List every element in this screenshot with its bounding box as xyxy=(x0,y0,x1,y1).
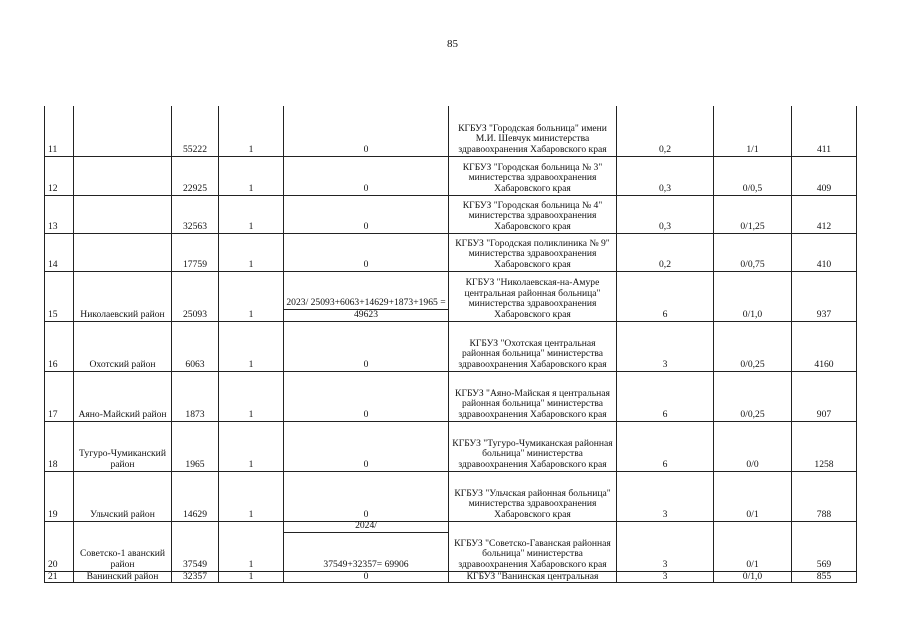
ratio-cell: 0/0,25 xyxy=(714,321,792,371)
table-row xyxy=(45,571,857,583)
ratio-cell: 0/1,0 xyxy=(714,271,792,321)
calc-split-cell xyxy=(284,521,449,571)
code-cell: 569 xyxy=(792,521,857,571)
hospital-cell: КГБУЗ "Аяно-Майская я центральная районная больница" министерства здравоохранения Хабаровского края xyxy=(449,371,617,421)
count-cell: 1 xyxy=(219,106,284,156)
district-cell xyxy=(74,233,172,271)
population-cell: 32357 xyxy=(172,571,219,583)
population-cell: 55222 xyxy=(172,106,219,156)
row-number: 11 xyxy=(45,106,74,156)
calc-year: 2024/ xyxy=(284,522,448,533)
hospital-cell: КГБУЗ "Охотская центральная районная больница" министерства здравоохранения Хабаровского края xyxy=(449,321,617,371)
value-cell: 3 xyxy=(617,521,714,571)
count-cell: 1 xyxy=(219,233,284,271)
table-row xyxy=(45,106,857,156)
code-cell: 412 xyxy=(792,195,857,233)
code-cell: 788 xyxy=(792,471,857,521)
population-cell: 22925 xyxy=(172,156,219,195)
code-cell: 410 xyxy=(792,233,857,271)
calc-split-cell xyxy=(284,271,449,321)
ratio-cell: 0/0,25 xyxy=(714,371,792,421)
page-number: 85 xyxy=(447,38,458,50)
code-cell: 4160 xyxy=(792,321,857,371)
hospital-cell: КГБУЗ "Городская поликлиника № 9" министерства здравоохранения Хабаровского края xyxy=(449,233,617,271)
population-cell: 32563 xyxy=(172,195,219,233)
row-number: 13 xyxy=(45,195,74,233)
calc-cell: 0 xyxy=(284,421,449,471)
hospital-cell: КГБУЗ "Ульчская районная больница" министерства здравоохранения Хабаровского края xyxy=(449,471,617,521)
ratio-cell: 0/1,25 xyxy=(714,195,792,233)
district-cell: Ульчский район xyxy=(74,471,172,521)
hospital-table xyxy=(44,106,857,583)
value-cell: 0,2 xyxy=(617,106,714,156)
hospital-cell: КГБУЗ "Ванинская центральная xyxy=(449,571,617,583)
table-row xyxy=(45,371,857,421)
table-row xyxy=(45,195,857,233)
population-cell: 25093 xyxy=(172,271,219,321)
calc-cell: 0 xyxy=(284,156,449,195)
population-cell: 14629 xyxy=(172,471,219,521)
value-cell: 6 xyxy=(617,421,714,471)
calc-cell: 0 xyxy=(284,571,449,583)
code-cell: 411 xyxy=(792,106,857,156)
value-cell: 3 xyxy=(617,321,714,371)
count-cell: 1 xyxy=(219,195,284,233)
value-cell: 6 xyxy=(617,371,714,421)
count-cell: 1 xyxy=(219,321,284,371)
district-cell: Ванинский район xyxy=(74,571,172,583)
value-cell: 0,3 xyxy=(617,156,714,195)
hospital-cell: КГБУЗ "Советско-Гаванская районная больница" министерства здравоохранения Хабаровского края xyxy=(449,521,617,571)
table-row xyxy=(45,421,857,471)
calc-cell: 0 xyxy=(284,106,449,156)
row-number: 17 xyxy=(45,371,74,421)
row-number: 20 xyxy=(45,521,74,571)
count-cell: 1 xyxy=(219,156,284,195)
row-number: 19 xyxy=(45,471,74,521)
hospital-cell: КГБУЗ "Городская больница № 4" министерства здравоохранения Хабаровского края xyxy=(449,195,617,233)
calc-cell: 0 xyxy=(284,195,449,233)
count-cell: 1 xyxy=(219,421,284,471)
population-cell: 1965 xyxy=(172,421,219,471)
calc-cell: 0 xyxy=(284,471,449,521)
calc-cell: 0 xyxy=(284,321,449,371)
district-cell xyxy=(74,106,172,156)
code-cell: 937 xyxy=(792,271,857,321)
ratio-cell: 0/1 xyxy=(714,521,792,571)
hospital-cell: КГБУЗ "Николаевская-на-Амуре центральная районная больница" министерства здравоохранения Хабаровского края xyxy=(449,271,617,321)
hospital-cell: КГБУЗ "Городская больница" имени М.И. Шевчук министерства здравоохранения Хабаровского края xyxy=(449,106,617,156)
district-cell: Тугуро-Чумиканский район xyxy=(74,421,172,471)
count-cell: 1 xyxy=(219,271,284,321)
district-cell xyxy=(74,156,172,195)
table-row xyxy=(45,271,857,321)
ratio-cell: 0/0,5 xyxy=(714,156,792,195)
calc-total: 49623 xyxy=(354,308,378,320)
row-number: 15 xyxy=(45,271,74,321)
district-cell: Аяно-Майский район xyxy=(74,371,172,421)
population-cell: 1873 xyxy=(172,371,219,421)
value-cell: 3 xyxy=(617,571,714,583)
count-cell: 1 xyxy=(219,371,284,421)
row-number: 12 xyxy=(45,156,74,195)
ratio-cell: 0/1,0 xyxy=(714,571,792,583)
calc-cell: 0 xyxy=(284,371,449,421)
calc-formula: 2023/ 25093+6063+14629+1873+1965 = xyxy=(284,272,448,310)
ratio-cell: 0/0,75 xyxy=(714,233,792,271)
ratio-cell: 0/0 xyxy=(714,421,792,471)
hospital-cell: КГБУЗ "Городская больница № 3" министерства здравоохранения Хабаровского края xyxy=(449,156,617,195)
code-cell: 907 xyxy=(792,371,857,421)
ratio-cell: 0/1 xyxy=(714,471,792,521)
district-cell: Охотский район xyxy=(74,321,172,371)
count-cell: 1 xyxy=(219,521,284,571)
district-cell xyxy=(74,195,172,233)
table-row xyxy=(45,233,857,271)
value-cell: 6 xyxy=(617,271,714,321)
table-row xyxy=(45,321,857,371)
row-number: 14 xyxy=(45,233,74,271)
district-cell: Николаевский район xyxy=(74,271,172,321)
table-row xyxy=(45,471,857,521)
population-cell: 37549 xyxy=(172,521,219,571)
calc-cell: 0 xyxy=(284,233,449,271)
hospital-cell: КГБУЗ "Тугуро-Чумиканская районная больница" министерства здравоохранения Хабаровского края xyxy=(449,421,617,471)
ratio-cell: 1/1 xyxy=(714,106,792,156)
value-cell: 0,3 xyxy=(617,195,714,233)
row-number: 18 xyxy=(45,421,74,471)
code-cell: 409 xyxy=(792,156,857,195)
table-row xyxy=(45,521,857,571)
count-cell: 1 xyxy=(219,471,284,521)
value-cell: 3 xyxy=(617,471,714,521)
row-number: 21 xyxy=(45,571,74,583)
calc-total: 37549+32357= 69906 xyxy=(323,558,409,570)
code-cell: 1258 xyxy=(792,421,857,471)
value-cell: 0,2 xyxy=(617,233,714,271)
count-cell: 1 xyxy=(219,571,284,583)
table-row xyxy=(45,156,857,195)
code-cell: 855 xyxy=(792,571,857,583)
row-number: 16 xyxy=(45,321,74,371)
population-cell: 6063 xyxy=(172,321,219,371)
population-cell: 17759 xyxy=(172,233,219,271)
district-cell: Советско-1 аванский район xyxy=(74,521,172,571)
